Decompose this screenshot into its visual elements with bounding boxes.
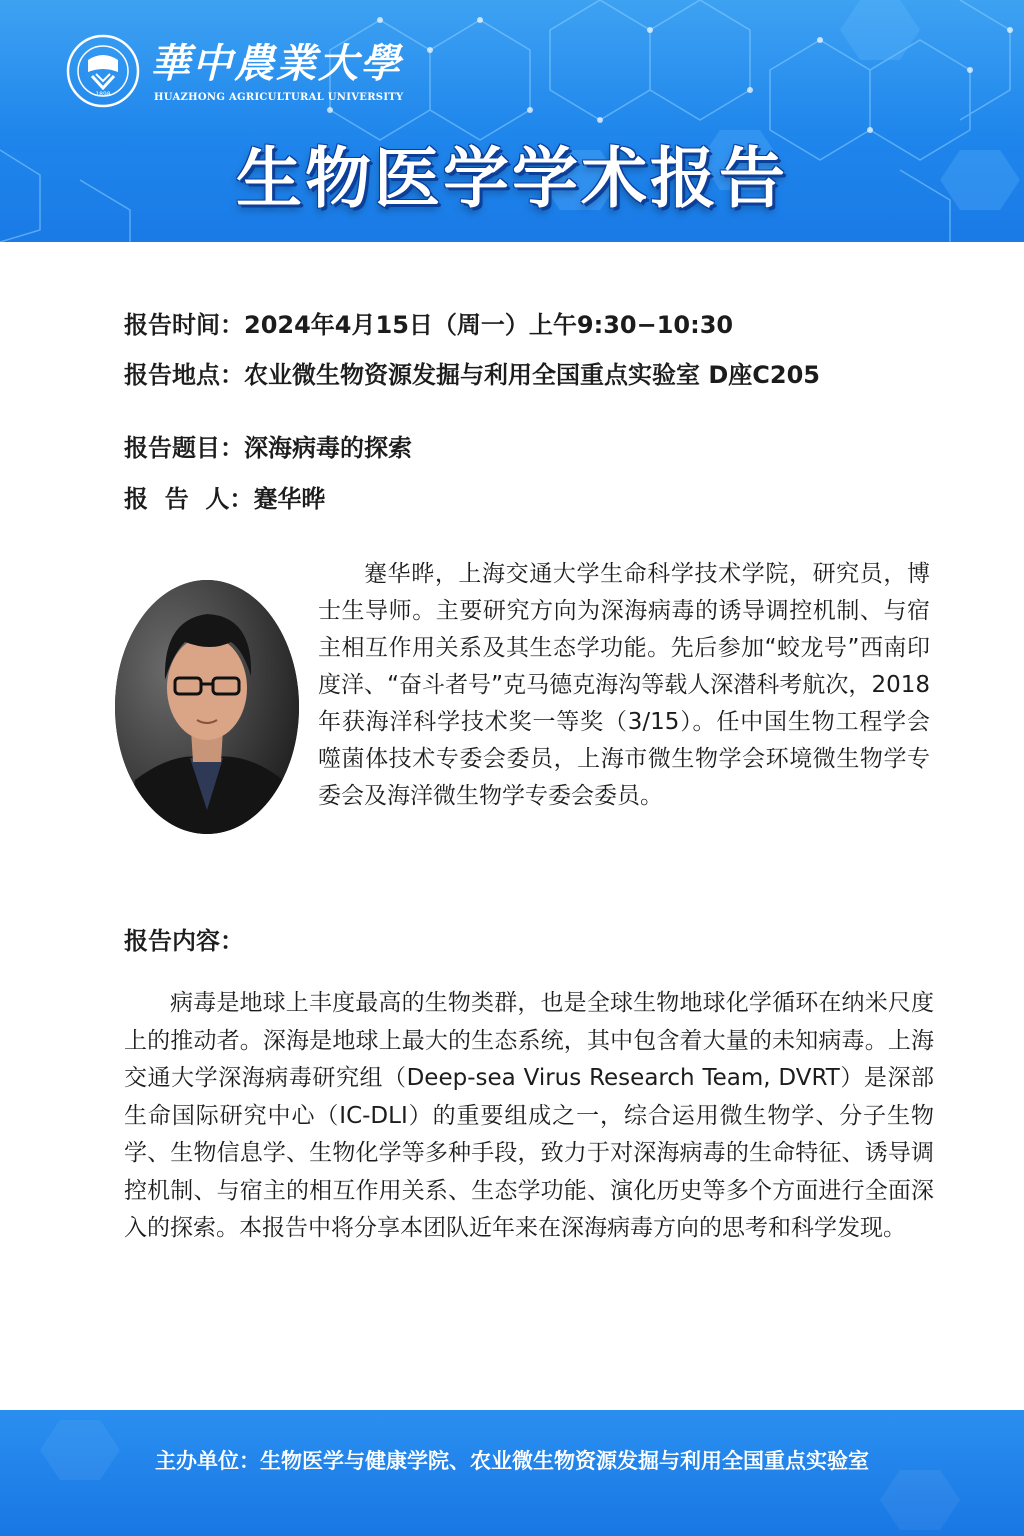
university-name-chinese: 華中農業大學	[150, 40, 402, 87]
page-title: 生物医学学术报告	[236, 140, 788, 217]
speaker-bio: 蹇华晔，上海交通大学生命科学技术学院，研究员，博士生导师。主要研究方向为深海病毒的诱导调控机制、与宿主相互作用关系及其生态学功能。先后参加“蛟龙号”西南印度洋、“奋斗者号”克马德克海沟等载人深潜科考航次，2018年获海洋科学技术奖一等奖（3/15）。任中国生物工程学会噬菌体技术专委会委员，上海市微生物学会环境微生物学专委会及海洋微生物学专委会委员。	[318, 561, 930, 809]
organizer-text: 主办单位：生物医学与健康学院、农业微生物资源发掘与利用全国重点实验室	[155, 1449, 869, 1473]
university-logo	[66, 34, 140, 108]
speaker-photo	[115, 580, 299, 834]
report-speaker: 报 告 人：蹇华晔	[124, 485, 326, 513]
logo-year: 1898	[95, 91, 111, 98]
report-topic: 报告题目：深海病毒的探索	[124, 434, 412, 462]
speaker-portrait-image	[115, 580, 299, 834]
university-name-english: HUAZHONG AGRICULTURAL UNIVERSITY	[154, 92, 404, 103]
abstract-text: 病毒是地球上丰度最高的生物类群，也是全球生物地球化学循环在纳米尺度上的推动者。深海是地球上最大的生态系统，其中包含着大量的未知病毒。上海交通大学深海病毒研究组（Deep-sea Virus Research Team, DVRT）是深部生命国际研究中心（IC-DLI）的重要组成之一，综合运用微生物学、分子生物学、生物信息学、生物化学等多种手段，致力于对深海病毒的生命特征、诱导调控机制、与宿主的相互作用关系、生态学功能、演化历史等多个方面进行全面深入的探索。本报告中将分享本团队近年来在深海病毒方向的思考和科学发现。	[124, 990, 934, 1241]
footer-banner	[0, 1410, 1024, 1536]
header-banner	[0, 0, 1024, 242]
report-location: 报告地点：农业微生物资源发掘与利用全国重点实验室 D座C205	[124, 361, 820, 389]
report-time: 报告时间：2024年4月15日（周一）上午9:30−10:30	[124, 311, 734, 339]
abstract-label: 报告内容：	[124, 927, 244, 955]
